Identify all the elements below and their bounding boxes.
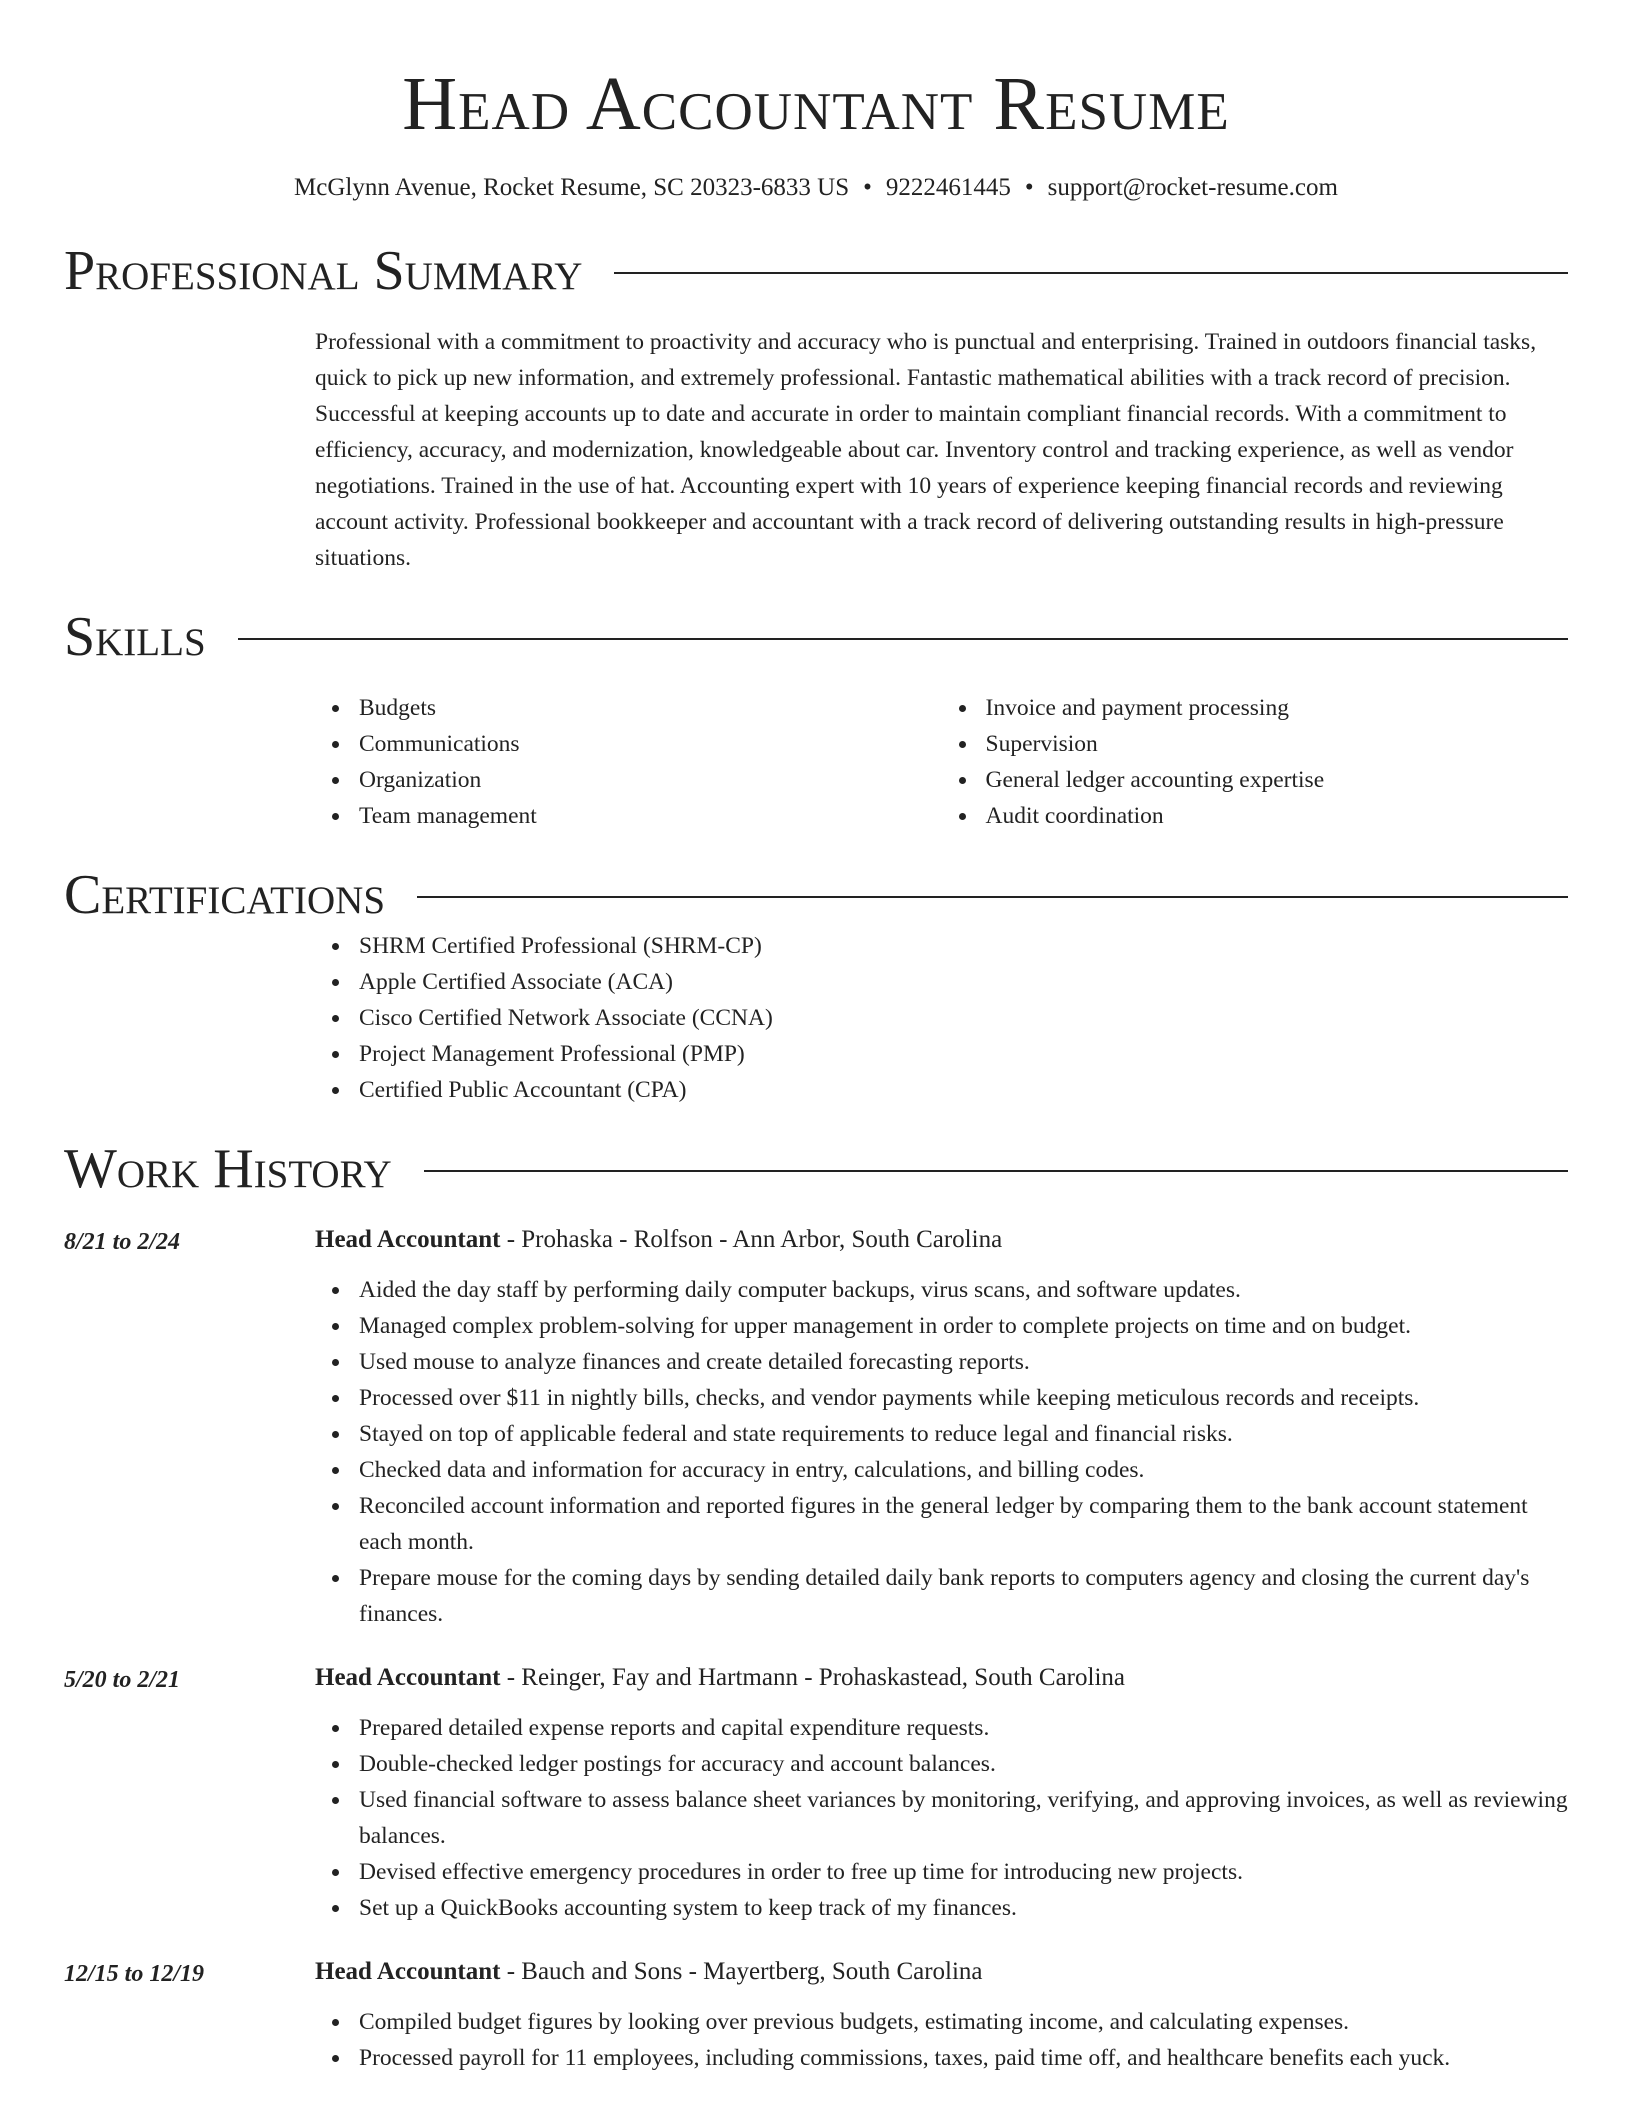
section-divider — [424, 1170, 1568, 1172]
section-divider — [238, 638, 1568, 640]
job-main — [315, 1658, 1568, 1926]
job-duty: Reconciled account information and reported figures in the general ledger by comparing them to the bank account statement each month. — [359, 1488, 1568, 1560]
job-heading — [315, 1220, 1568, 1260]
contact-separator: • — [863, 174, 872, 201]
certification-item: SHRM Certified Professional (SHRM-CP) — [359, 928, 1568, 964]
skill-item: General ledger accounting expertise — [986, 762, 1569, 798]
job-role: Head Accountant — [315, 1958, 501, 1985]
job-role: Head Accountant — [315, 1664, 501, 1691]
job-duty: Checked data and information for accuracy in entry, calculations, and billing codes. — [359, 1452, 1568, 1488]
job-duty: Prepared detailed expense reports and capital expenditure requests. — [359, 1710, 1568, 1746]
contact-phone: 9222461445 — [885, 174, 1011, 201]
certification-item: Project Management Professional (PMP) — [359, 1036, 1568, 1072]
summary-section-header — [64, 238, 1568, 304]
job-dates: 5/20 to 2/21 — [64, 1667, 181, 1693]
job-duty: Aided the day staff by performing daily computer backups, virus scans, and software updates. — [359, 1272, 1568, 1308]
work-heading: Work History — [64, 1138, 392, 1200]
section-divider — [417, 896, 1568, 898]
skill-item: Supervision — [986, 726, 1569, 762]
skill-item: Budgets — [359, 690, 942, 726]
skill-item: Audit coordination — [986, 798, 1569, 834]
job-heading — [315, 1658, 1568, 1698]
job-employer: - Bauch and Sons - Mayertberg, South Carolina — [500, 1958, 983, 1985]
skill-item: Communications — [359, 726, 942, 762]
work-section-header — [64, 1136, 1568, 1202]
contact-email: support@rocket-resume.com — [1047, 174, 1338, 201]
job-duty: Prepare mouse for the coming days by sending detailed daily bank reports to computers agency and closing the current day's finances. — [359, 1560, 1568, 1632]
document-title: Head Accountant Resume — [402, 62, 1230, 146]
skill-item: Invoice and payment processing — [986, 690, 1569, 726]
job-employer: - Prohaska - Rolfson - Ann Arbor, South Carolina — [500, 1226, 1003, 1253]
certifications-section-header — [64, 862, 1568, 928]
certification-item: Certified Public Accountant (CPA) — [359, 1072, 1568, 1108]
job-dates: 12/15 to 12/19 — [64, 1961, 205, 1987]
contact-line — [64, 172, 1568, 204]
certifications-list — [315, 928, 1568, 1108]
skills-section-header — [64, 604, 1568, 670]
job-entry — [64, 1658, 1568, 1926]
job-main — [315, 1220, 1568, 1632]
job-duty: Used financial software to assess balance sheet variances by monitoring, verifying, and approving invoices, as well as reviewing balances. — [359, 1782, 1568, 1854]
job-duty: Devised effective emergency procedures in order to free up time for introducing new projects. — [359, 1854, 1568, 1890]
certifications-body — [315, 928, 1568, 1108]
contact-separator: • — [1024, 174, 1034, 201]
job-duty: Managed complex problem-solving for upper management in order to complete projects on time and on budget. — [359, 1308, 1568, 1344]
job-duties — [315, 2004, 1568, 2076]
job-role: Head Accountant — [315, 1226, 501, 1253]
certification-item: Apple Certified Associate (ACA) — [359, 964, 1568, 1000]
skills-heading: Skills — [64, 606, 206, 668]
job-duty: Processed over $11 in nightly bills, checks, and vendor payments while keeping meticulous records and receipts. — [359, 1380, 1568, 1416]
contact-address: McGlynn Avenue, Rocket Resume, SC 20323-6833 US — [294, 174, 850, 201]
summary-heading: Professional Summary — [64, 240, 583, 302]
skills-body — [315, 690, 1568, 834]
skill-item: Team management — [359, 798, 942, 834]
job-duties — [315, 1710, 1568, 1926]
job-duty: Stayed on top of applicable federal and state requirements to reduce legal and financial risks. — [359, 1416, 1568, 1452]
job-duty: Compiled budget figures by looking over previous budgets, estimating income, and calculating expenses. — [359, 2004, 1568, 2040]
skills-list-right — [942, 690, 1569, 834]
certification-item: Cisco Certified Network Associate (CCNA) — [359, 1000, 1568, 1036]
job-duty: Processed payroll for 11 employees, including commissions, taxes, paid time off, and healthcare benefits each yuck. — [359, 2040, 1568, 2076]
job-duty: Set up a QuickBooks accounting system to keep track of my finances. — [359, 1890, 1568, 1926]
job-heading — [315, 1952, 1568, 1992]
job-main — [315, 1952, 1568, 2076]
skill-item: Organization — [359, 762, 942, 798]
summary-body — [315, 324, 1568, 576]
certifications-heading: Certifications — [64, 864, 386, 926]
job-entry — [64, 1952, 1568, 2076]
skills-list-left — [315, 690, 942, 834]
job-dates: 8/21 to 2/24 — [64, 1229, 181, 1255]
job-duties — [315, 1272, 1568, 1632]
section-divider — [614, 272, 1568, 274]
job-duty: Used mouse to analyze finances and create detailed forecasting reports. — [359, 1344, 1568, 1380]
job-duty: Double-checked ledger postings for accuracy and account balances. — [359, 1746, 1568, 1782]
job-employer: - Reinger, Fay and Hartmann - Prohaskastead, South Carolina — [500, 1664, 1125, 1691]
summary-text: Professional with a commitment to proactivity and accuracy who is punctual and enterprising. Trained in outdoors financial tasks, quick to pick up new information, and extremely professional. Fantastic mathematical abilities with a track record of precision. Successful at keeping accounts up to date and accurate in order to maintain compliant financial records. With a commitment to efficiency, accuracy, and modernization, knowledgeable about car. Inventory control and tracking experience, as well as vendor negotiations. Trained in the use of hat. Accounting expert with 10 years of experience keeping financial records and reviewing account activity. Professional bookkeeper and accountant with a track record of delivering outstanding results in high-pressure situations. — [315, 329, 1537, 571]
job-entry — [64, 1220, 1568, 1632]
skills-grid — [315, 690, 1568, 834]
